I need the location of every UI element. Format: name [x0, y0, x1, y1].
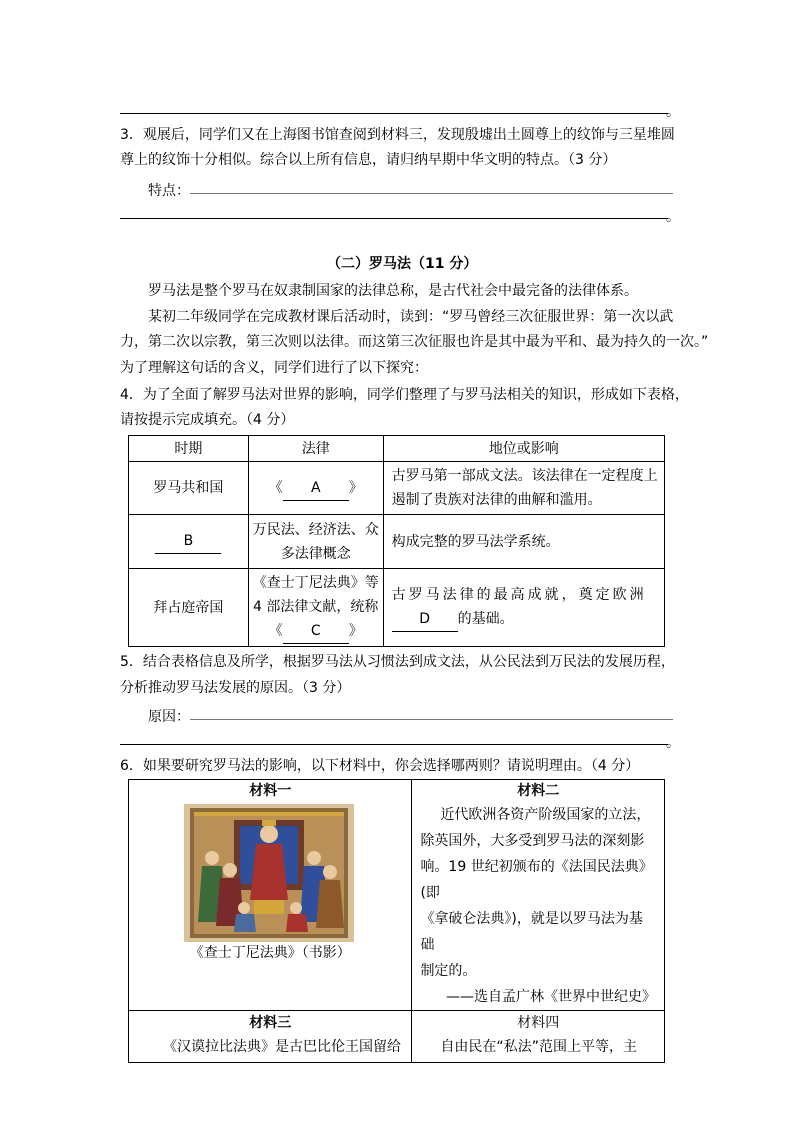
table-header-law: 法律	[248, 436, 383, 462]
material-2-source: ——选自孟广林《世界中世纪史》	[446, 989, 656, 1005]
row1-period: 罗马共和国	[129, 462, 249, 515]
row3-impact-line1: 古罗马法律的最高成就，奠定欧洲	[391, 587, 647, 603]
q5-line2: 分析推动罗马法发展的原因。（3 分）	[120, 680, 351, 696]
row2-law-line1: 万民法、经济法、众	[252, 521, 379, 538]
q4-line2: 请按提示完成填充。（4 分）	[120, 412, 295, 428]
section-intro: 罗马法是整个罗马在奴隶制国家的法律总称，是古代社会中最完备的法律体系。	[148, 283, 638, 299]
row1-impact-line1: 古罗马第一部成文法。该法律在一定程度上	[391, 468, 658, 484]
blank-a[interactable]: A	[283, 476, 349, 501]
row3-law-line2: 4 部法律文献，统称	[253, 599, 379, 615]
section-p2-line3: 为了理解这句话的含义，同学们进行了以下探究：	[120, 360, 428, 376]
end-mark: 。	[666, 104, 680, 120]
end-mark: 。	[666, 735, 680, 751]
materials-table	[128, 779, 665, 1063]
book-mark-right: 》	[348, 479, 363, 496]
row3-period: 拜占庭帝国	[129, 569, 249, 647]
material-4-title: 材料四	[517, 1015, 560, 1031]
q5-answer-label: 原因：	[148, 709, 190, 725]
material-3-title: 材料三	[249, 1015, 292, 1031]
material-2-line3: 响。19 世纪初颁布的《法国民法典》(即	[420, 859, 653, 901]
material-3-line1: 《汉谟拉比法典》是古巴比伦王国留给	[163, 1039, 401, 1055]
q6-line1: 6．如果要研究罗马法的影响，以下材料中，你会选择哪两则？请说明理由。（4 分）	[120, 758, 640, 774]
q5-answer-line-1[interactable]	[190, 719, 673, 720]
row2-law-line2: 多法律概念	[280, 545, 351, 562]
q3-line1: 3．观展后，同学们又在上海图书馆查阅到材料三，发现殷墟出土圆尊上的纹饰与三星堆圆	[120, 127, 675, 143]
row3-impact-rest: 的基础。	[457, 611, 514, 627]
section-p2-line2: 力，第二次以宗教，第三次则以法律。而这第三次征服也许是其中最为平和、最为持久的一次。”	[120, 334, 709, 350]
table-header-period: 时期	[129, 436, 249, 462]
row1-impact	[383, 462, 664, 515]
row1-impact-line2: 遏制了贵族对法律的曲解和滥用。	[391, 492, 602, 508]
row3-impact-line2	[392, 607, 664, 632]
material-4-cell	[412, 1011, 665, 1063]
material-1-caption: 《查士丁尼法典》（书影）	[189, 945, 351, 961]
section-p2-line1: 某初二年级同学在完成教材课后活动时，读到：“罗马曾经三次征服世界：第一次以武	[148, 309, 674, 325]
row1-law	[248, 462, 383, 515]
row3-law-line3	[249, 619, 383, 644]
book-mark-left: 《	[268, 479, 283, 496]
table-header-impact: 地位或影响	[383, 436, 664, 462]
row3-law	[248, 569, 383, 647]
table-row	[129, 569, 665, 647]
answer-line-top[interactable]	[120, 113, 668, 114]
book-mark-left: 《	[268, 623, 283, 639]
table-row	[129, 462, 665, 515]
q3-answer-line-1[interactable]	[190, 193, 673, 194]
q5-line1: 5．结合表格信息及所学，根据罗马法从习惯法到成文法，从公民法到万民法的发展历程，	[120, 654, 675, 670]
q3-answer-label: 特点：	[148, 183, 190, 199]
material-3-cell	[129, 1011, 412, 1063]
blank-c[interactable]: C	[283, 619, 349, 644]
q3-answer-line-2[interactable]	[120, 218, 668, 219]
material-2-line1: 近代欧洲各资产阶级国家的立法，	[440, 807, 651, 823]
material-2-title: 材料二	[517, 783, 560, 799]
material-1-cell	[129, 780, 412, 1011]
end-mark: 。	[666, 209, 680, 225]
q3-line2: 尊上的纹饰十分相似。综合以上所有信息，请归纳早期中华文明的特点。（3 分）	[120, 152, 617, 168]
row2-impact: 构成完整的罗马法学系统。	[383, 515, 664, 569]
q4-line1: 4．为了全面了解罗马法对世界的影响，同学们整理了与罗马法相关的知识，形成如下表格，	[120, 387, 689, 403]
material-2-cell	[412, 780, 665, 1011]
book-mark-right: 》	[348, 623, 363, 639]
material-2-line5: 制定的。	[420, 963, 477, 979]
table-row	[129, 515, 665, 569]
material-2-line2: 除英国外，大多受到罗马法的深刻影	[420, 833, 645, 849]
row2-period	[129, 515, 249, 569]
row2-law	[248, 515, 383, 569]
material-1-image-wrap	[129, 802, 411, 942]
material-4-line1: 自由民在“私法”范围上平等，主	[440, 1039, 637, 1055]
section-title: （二）罗马法（11 分）	[327, 256, 478, 272]
material-1-title: 材料一	[249, 783, 292, 799]
roman-law-table	[128, 435, 665, 647]
q5-answer-line-2[interactable]	[120, 744, 668, 745]
material-2-line4: 《拿破仑法典》)，就是以罗马法为基础	[420, 911, 643, 953]
row3-law-line1: 《查士丁尼法典》等	[252, 575, 379, 591]
blank-b[interactable]: B	[155, 529, 221, 554]
blank-d[interactable]: D	[392, 607, 458, 632]
row3-impact	[383, 569, 664, 647]
justinian-code-painting	[184, 804, 354, 942]
